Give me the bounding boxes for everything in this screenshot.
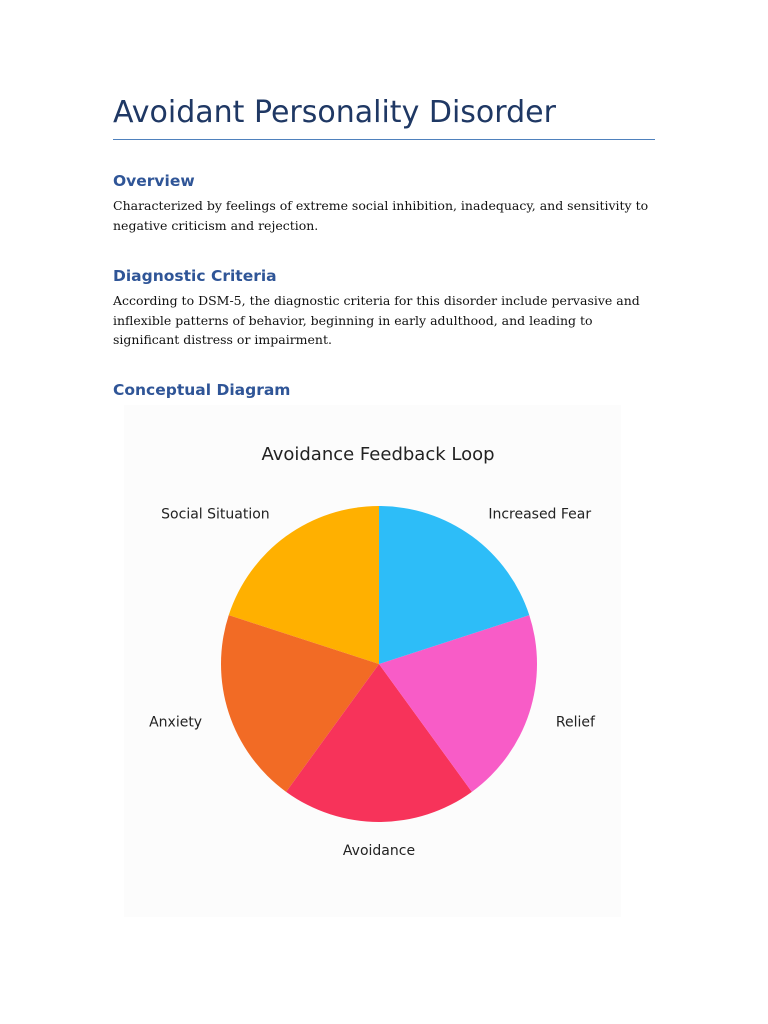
overview-text: Characterized by feelings of extreme social inhibition, inadequacy, and sensitivity to negative criticism and rejection.: [113, 198, 649, 233]
pie-chart: [124, 405, 621, 917]
pie-label-social-situation: Social Situation: [161, 506, 270, 523]
title-divider: [113, 139, 655, 140]
pie-label-anxiety: Anxiety: [149, 714, 203, 731]
conceptual-diagram-heading: Conceptual Diagram: [113, 381, 291, 399]
diagnostic-criteria-heading: Diagnostic Criteria: [113, 267, 277, 285]
pie-label-avoidance: Avoidance: [342, 843, 416, 859]
chart-title: Avoidance Feedback Loop: [261, 444, 495, 465]
diagnostic-criteria-text: According to DSM-5, the diagnostic criteria for this disorder include pervasive and inflexible patterns of behavior, beginning in early adulthood, and leading to significant distress or impairment.: [113, 293, 640, 347]
page-title: Avoidant Personality Disorder: [113, 95, 556, 130]
overview-heading: Overview: [113, 172, 195, 190]
pie-label-increased-fear: Increased Fear: [488, 506, 592, 523]
pie-label-relief: Relief: [555, 714, 595, 731]
conceptual-diagram-figure: [124, 405, 621, 917]
